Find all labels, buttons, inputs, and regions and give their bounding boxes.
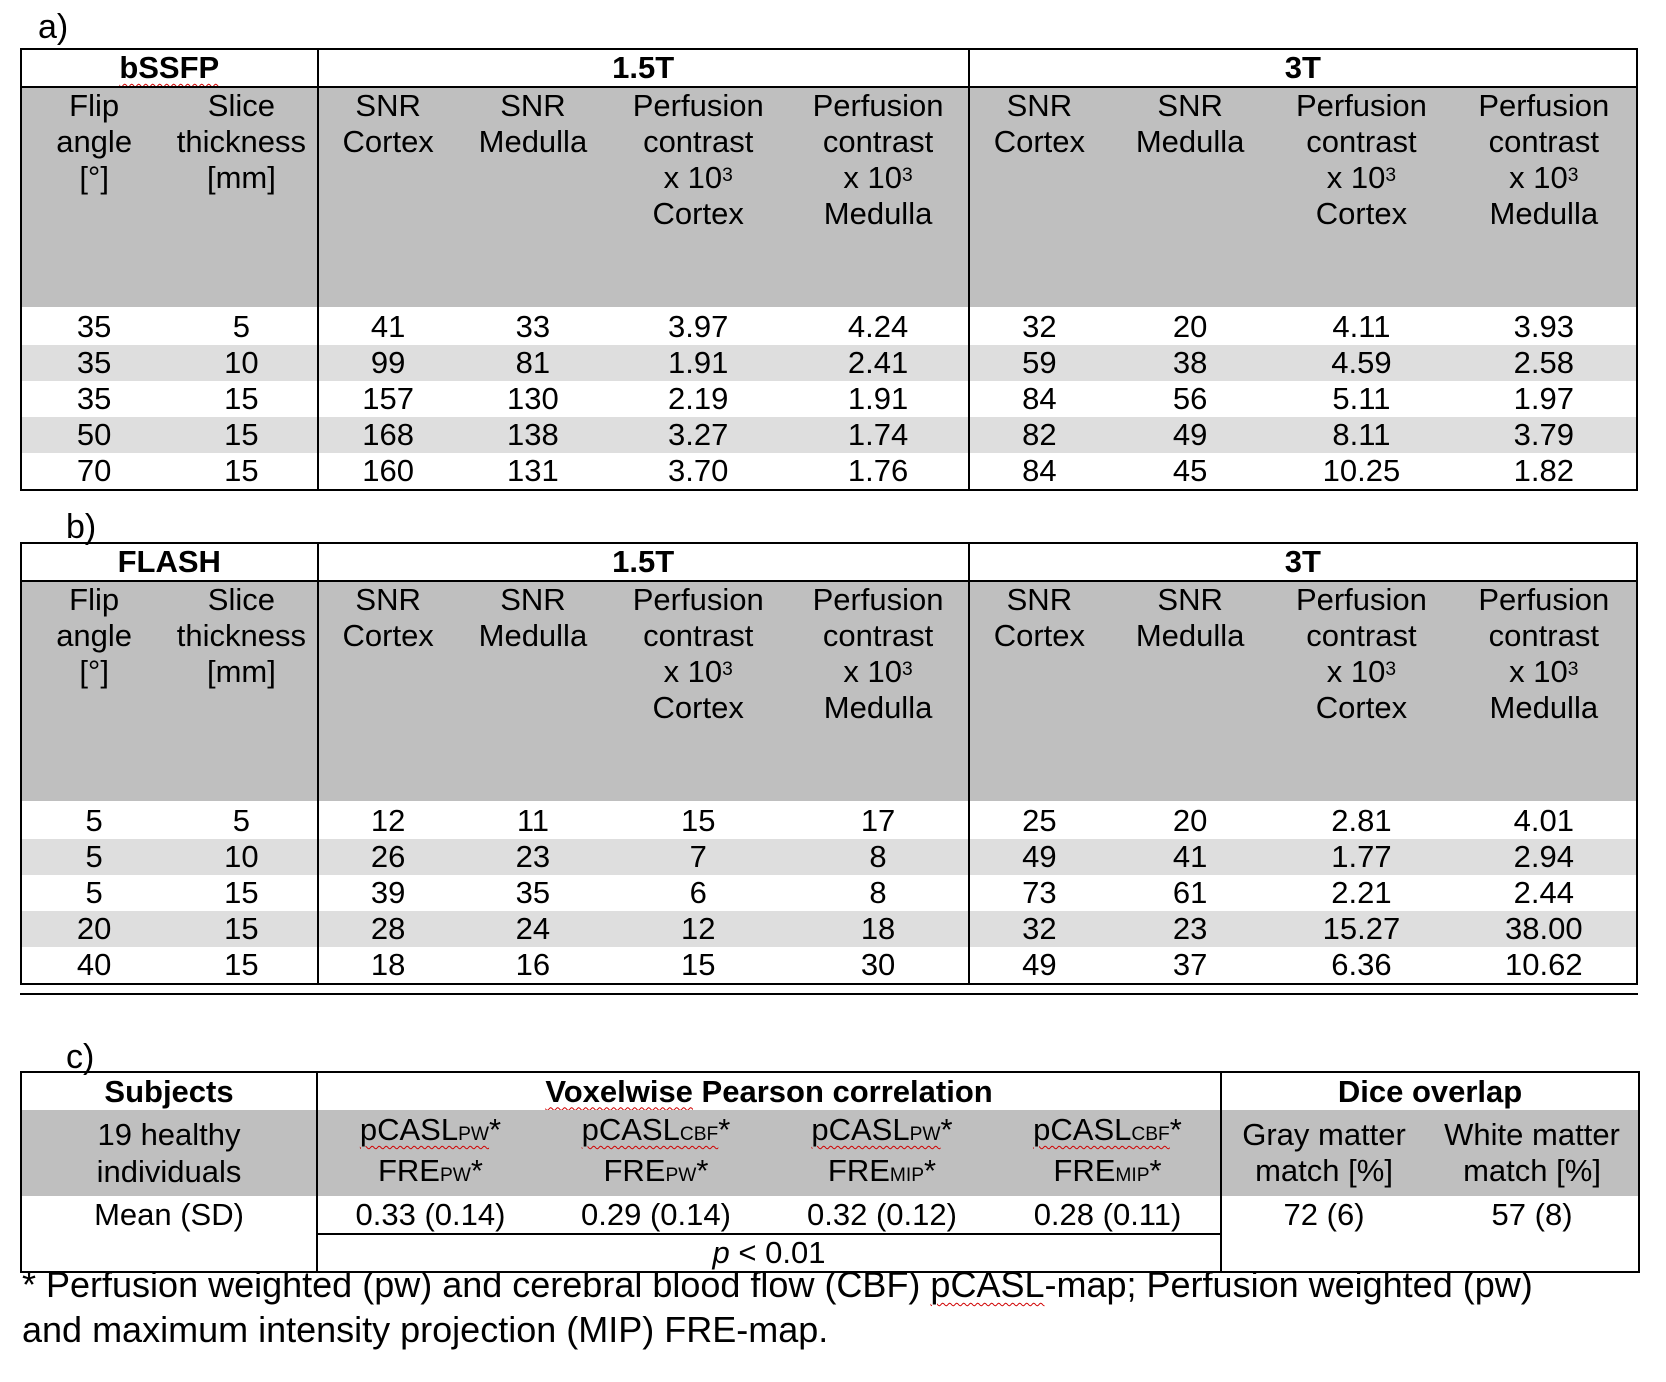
cell-perfusion-medulla-1-5t: 1.74 bbox=[847, 417, 909, 452]
cell-snr-cortex-1-5t: 168 bbox=[318, 417, 458, 453]
cell-perfusion-cortex-3t: 4.11 bbox=[1332, 309, 1391, 344]
cell-slice-thickness: 5 bbox=[232, 309, 251, 344]
pearson-value: 0.28 (0.11) bbox=[995, 1196, 1221, 1234]
cell-perfusion-medulla-1-5t: 2.41 bbox=[847, 345, 909, 380]
cell-perfusion-medulla-3t: 1.97 bbox=[1513, 381, 1574, 416]
cell-snr-cortex-3t: 49 bbox=[969, 947, 1109, 984]
cell-perfusion-cortex-1-5t: 7 bbox=[689, 839, 707, 874]
col-snr-cortex: SNR Cortex bbox=[969, 87, 1109, 307]
cell-perfusion-cortex-3t: 8.11 bbox=[1332, 417, 1391, 452]
cell-snr-medulla-1-5t: 23 bbox=[515, 839, 551, 874]
cell-snr-medulla-3t: 61 bbox=[1172, 875, 1208, 910]
cell-perfusion-medulla-1-5t: 8 bbox=[869, 839, 887, 874]
cell-perfusion-medulla-3t: 4.01 bbox=[1513, 803, 1574, 838]
cell-snr-medulla-1-5t: 35 bbox=[515, 875, 551, 910]
cell-perfusion-medulla-1-5t: 17 bbox=[860, 803, 896, 838]
cell-slice-thickness: 15 bbox=[224, 381, 259, 416]
cell-snr-cortex-3t: 59 bbox=[969, 345, 1109, 381]
cell-snr-medulla-3t: 20 bbox=[1172, 309, 1208, 344]
col-perfusion-medulla: Perfusion contrast x $10^3$ Medulla bbox=[1452, 87, 1637, 307]
cell-snr-medulla-1-5t: 11 bbox=[516, 803, 549, 838]
cell-perfusion-cortex-1-5t: 3.70 bbox=[668, 453, 729, 488]
cell-snr-cortex-3t: 32 bbox=[969, 911, 1109, 947]
field-header-3t: 3T bbox=[969, 49, 1637, 87]
field-header-1-5t: 1.5T bbox=[318, 543, 969, 581]
cell-flip-angle: 5 bbox=[85, 875, 103, 910]
cell-snr-cortex-3t: 82 bbox=[969, 417, 1109, 453]
cell-snr-cortex-1-5t: 39 bbox=[318, 875, 458, 911]
cell-snr-cortex-1-5t: 18 bbox=[318, 947, 458, 984]
cell-snr-medulla-3t: 49 bbox=[1172, 417, 1208, 452]
gray-matter-col: Gray matter match [%] bbox=[1221, 1110, 1426, 1196]
cell-slice-thickness: 15 bbox=[224, 911, 259, 946]
pearson-header: Voxelwise Pearson correlation bbox=[317, 1072, 1221, 1110]
cell-perfusion-medulla-3t: 2.94 bbox=[1513, 839, 1574, 874]
col-perfusion-cortex: Perfusion contrast x $10^3$ Cortex bbox=[1271, 87, 1451, 307]
cell-perfusion-medulla-3t: 2.58 bbox=[1513, 345, 1574, 380]
cell-perfusion-cortex-3t: 6.36 bbox=[1331, 947, 1392, 982]
pearson-col-3: pCASLPW* FREMIP* bbox=[811, 1112, 953, 1188]
cell-snr-medulla-3t: 38 bbox=[1172, 345, 1208, 380]
cell-flip-angle: 40 bbox=[76, 947, 112, 982]
row-label-mean-sd: Mean (SD) bbox=[94, 1197, 244, 1232]
cell-flip-angle: 5 bbox=[85, 839, 103, 874]
cell-slice-thickness: 10 bbox=[224, 345, 259, 380]
field-header-1-5t: 1.5T bbox=[318, 49, 969, 87]
cell-perfusion-medulla-3t: 1.82 bbox=[1513, 453, 1574, 488]
table-row bbox=[21, 417, 1637, 453]
table-row bbox=[21, 381, 1637, 417]
p-value: p < 0.01 bbox=[317, 1234, 1221, 1272]
col-perfusion-medulla: Perfusion contrast x $10^3$ Medulla bbox=[788, 581, 968, 801]
cell-perfusion-medulla-1-5t: 1.76 bbox=[847, 453, 909, 488]
cell-snr-medulla-1-5t: 81 bbox=[515, 345, 551, 380]
cell-slice-thickness: 5 bbox=[232, 803, 251, 838]
table-row bbox=[21, 307, 1637, 345]
panel-a-label: a) bbox=[38, 8, 69, 46]
bssfp-table bbox=[20, 48, 1638, 491]
white-matter-value: 57 (8) bbox=[1491, 1197, 1573, 1232]
cell-slice-thickness: 15 bbox=[224, 875, 259, 910]
cell-perfusion-medulla-1-5t: 30 bbox=[860, 947, 896, 982]
cell-snr-cortex-1-5t: 99 bbox=[318, 345, 458, 381]
panel-b-label: b) bbox=[66, 508, 97, 546]
pearson-value: 0.32 (0.12) bbox=[769, 1196, 995, 1234]
cell-snr-medulla-1-5t: 16 bbox=[515, 947, 551, 982]
table-row bbox=[21, 453, 1637, 490]
sequence-header: FLASH bbox=[21, 543, 318, 581]
cell-perfusion-medulla-1-5t: 1.91 bbox=[847, 381, 909, 416]
col-snr-cortex: SNR Cortex bbox=[318, 581, 458, 801]
table-row bbox=[21, 911, 1637, 947]
cell-snr-medulla-3t: 56 bbox=[1172, 381, 1208, 416]
cell-perfusion-medulla-3t: 38.00 bbox=[1505, 911, 1583, 946]
cell-perfusion-medulla-1-5t: 18 bbox=[860, 911, 896, 946]
cell-slice-thickness: 10 bbox=[224, 839, 259, 874]
cell-slice-thickness: 15 bbox=[224, 947, 259, 982]
col-snr-cortex: SNR Cortex bbox=[318, 87, 458, 307]
cell-perfusion-cortex-1-5t: 15 bbox=[680, 803, 716, 838]
table-row bbox=[21, 345, 1637, 381]
cell-perfusion-cortex-3t: 15.27 bbox=[1322, 911, 1401, 946]
col-perfusion-cortex: Perfusion contrast x $10^3$ Cortex bbox=[608, 87, 788, 307]
cell-snr-medulla-3t: 45 bbox=[1172, 453, 1208, 488]
col-perfusion-cortex: Perfusion contrast x $10^3$ Cortex bbox=[608, 581, 788, 801]
table-row bbox=[21, 947, 1637, 984]
col-snr-medulla: SNR Medulla bbox=[1109, 87, 1271, 307]
cell-snr-medulla-1-5t: 138 bbox=[507, 417, 559, 452]
cell-flip-angle: 20 bbox=[76, 911, 112, 946]
cell-perfusion-medulla-1-5t: 4.24 bbox=[847, 309, 909, 344]
cell-perfusion-cortex-1-5t: 3.27 bbox=[668, 417, 729, 452]
col-perfusion-cortex: Perfusion contrast x $10^3$ Cortex bbox=[1271, 581, 1451, 801]
footnote: * Perfusion weighted (pw) and cerebral blood flow (CBF) pCASL-map; Perfusion weighted (pw) and maximum intensity projection (MIP) FRE-map. bbox=[22, 1264, 1533, 1350]
cell-snr-cortex-3t: 32 bbox=[969, 307, 1109, 345]
flash-table bbox=[20, 542, 1638, 985]
cell-snr-cortex-3t: 84 bbox=[969, 453, 1109, 490]
cell-flip-angle: 5 bbox=[85, 803, 103, 838]
cell-slice-thickness: 15 bbox=[224, 453, 259, 488]
cell-snr-medulla-1-5t: 130 bbox=[507, 381, 559, 416]
cell-flip-angle: 35 bbox=[76, 381, 112, 416]
dice-header: Dice overlap bbox=[1221, 1072, 1639, 1110]
gray-matter-value: 72 (6) bbox=[1221, 1196, 1426, 1234]
cell-perfusion-medulla-3t: 10.62 bbox=[1505, 947, 1583, 982]
subjects-header: Subjects bbox=[104, 1073, 234, 1109]
cell-snr-cortex-1-5t: 26 bbox=[318, 839, 458, 875]
pearson-col-4: pCASLCBF* FREMIP* bbox=[1033, 1112, 1182, 1188]
cell-snr-medulla-1-5t: 33 bbox=[515, 309, 551, 344]
col-flip-angle: Flip angle [°] bbox=[21, 581, 166, 801]
cell-snr-medulla-3t: 41 bbox=[1172, 839, 1208, 874]
panel-c-label: c) bbox=[66, 1038, 95, 1076]
cell-perfusion-medulla-3t: 3.79 bbox=[1513, 417, 1574, 452]
cell-flip-angle: 70 bbox=[76, 453, 112, 488]
cell-perfusion-cortex-3t: 4.59 bbox=[1331, 345, 1392, 380]
subjects-description: 19 healthy individuals bbox=[96, 1117, 242, 1189]
cell-perfusion-cortex-1-5t: 2.19 bbox=[668, 381, 729, 416]
cell-snr-cortex-1-5t: 41 bbox=[318, 307, 458, 345]
cell-perfusion-cortex-3t: 1.77 bbox=[1331, 839, 1392, 874]
pearson-col-1: pCASLPW* FREPW* bbox=[317, 1110, 543, 1196]
cell-perfusion-cortex-1-5t: 1.91 bbox=[668, 345, 729, 380]
cell-slice-thickness: 15 bbox=[224, 417, 259, 452]
pearson-col-2: pCASLCBF* FREPW* bbox=[581, 1112, 731, 1188]
col-slice-thickness: Slice thickness [mm] bbox=[166, 581, 317, 801]
cell-perfusion-cortex-1-5t: 6 bbox=[689, 875, 707, 910]
cell-perfusion-cortex-3t: 5.11 bbox=[1332, 381, 1391, 416]
cell-perfusion-medulla-3t: 2.44 bbox=[1513, 875, 1574, 910]
cell-snr-cortex-3t: 49 bbox=[969, 839, 1109, 875]
cell-snr-medulla-3t: 37 bbox=[1172, 947, 1208, 982]
cell-flip-angle: 35 bbox=[76, 345, 112, 380]
col-slice-thickness: Slice thickness [mm] bbox=[166, 87, 317, 307]
cell-snr-cortex-3t: 84 bbox=[969, 381, 1109, 417]
pearson-value: 0.33 (0.14) bbox=[317, 1196, 543, 1234]
table-row bbox=[21, 839, 1637, 875]
cell-snr-medulla-3t: 23 bbox=[1172, 911, 1208, 946]
cell-snr-cortex-1-5t: 28 bbox=[318, 911, 458, 947]
col-snr-cortex: SNR Cortex bbox=[969, 581, 1109, 801]
sequence-header: bSSFP bbox=[21, 49, 318, 87]
col-flip-angle: Flip angle [°] bbox=[21, 87, 166, 307]
cell-snr-cortex-1-5t: 12 bbox=[318, 801, 458, 839]
cell-snr-medulla-3t: 20 bbox=[1172, 803, 1208, 838]
cell-snr-cortex-3t: 25 bbox=[969, 801, 1109, 839]
cell-snr-medulla-1-5t: 24 bbox=[515, 911, 551, 946]
cell-snr-cortex-1-5t: 160 bbox=[318, 453, 458, 490]
col-snr-medulla: SNR Medulla bbox=[458, 581, 608, 801]
cell-perfusion-cortex-3t: 2.21 bbox=[1331, 875, 1392, 910]
cell-perfusion-cortex-1-5t: 15 bbox=[680, 947, 716, 982]
col-snr-medulla: SNR Medulla bbox=[1109, 581, 1271, 801]
cell-perfusion-cortex-3t: 10.25 bbox=[1322, 453, 1401, 488]
cell-perfusion-medulla-3t: 3.93 bbox=[1513, 309, 1574, 344]
cell-perfusion-cortex-1-5t: 3.97 bbox=[668, 309, 729, 344]
col-perfusion-medulla: Perfusion contrast x $10^3$ Medulla bbox=[1452, 581, 1637, 801]
cell-snr-cortex-3t: 73 bbox=[969, 875, 1109, 911]
correlation-table bbox=[20, 1071, 1640, 1273]
cell-flip-angle: 35 bbox=[76, 309, 112, 344]
col-snr-medulla: SNR Medulla bbox=[458, 87, 608, 307]
pearson-value: 0.29 (0.14) bbox=[543, 1196, 769, 1234]
table-row bbox=[21, 801, 1637, 839]
col-perfusion-medulla: Perfusion contrast x $10^3$ Medulla bbox=[788, 87, 968, 307]
table-row bbox=[21, 875, 1637, 911]
field-header-3t: 3T bbox=[969, 543, 1637, 581]
white-matter-col: White matter match [%] bbox=[1444, 1117, 1620, 1188]
section-divider bbox=[20, 993, 1638, 995]
cell-perfusion-cortex-1-5t: 12 bbox=[680, 911, 716, 946]
cell-perfusion-medulla-1-5t: 8 bbox=[869, 875, 887, 910]
cell-snr-medulla-1-5t: 131 bbox=[507, 453, 559, 488]
cell-snr-cortex-1-5t: 157 bbox=[318, 381, 458, 417]
cell-perfusion-cortex-3t: 2.81 bbox=[1331, 803, 1392, 838]
cell-flip-angle: 50 bbox=[76, 417, 112, 452]
